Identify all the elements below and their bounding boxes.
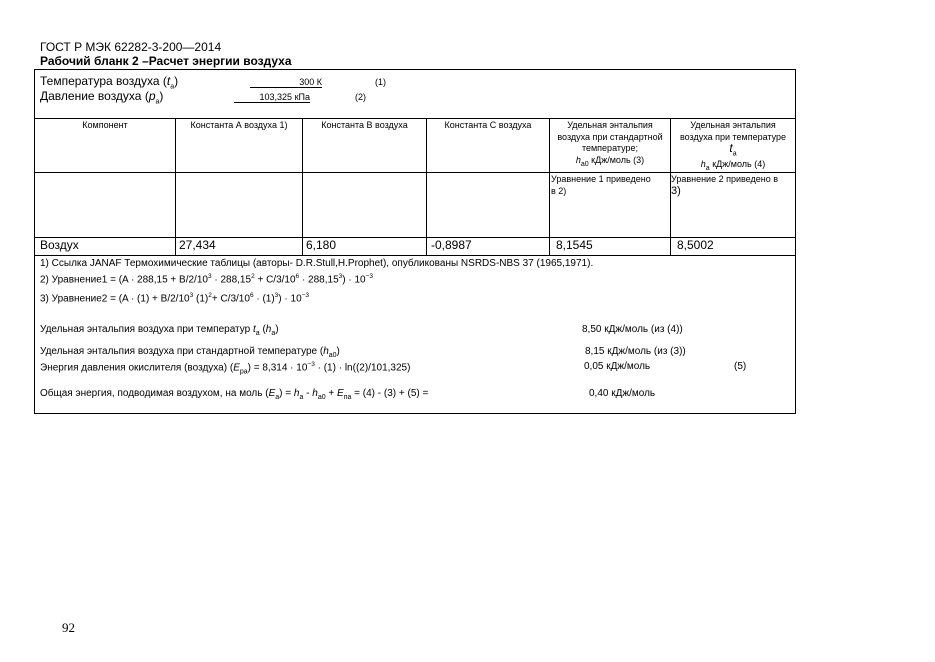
result-energy-ref: (5) [734,361,747,372]
header-component: Компонент [82,120,128,130]
pressure-ref: (2) [355,92,366,102]
col-divider [426,118,427,255]
result-total-value: 0,40 кДж/моль [589,388,656,399]
result-energy-value: 0,05 кДж/моль [584,361,651,372]
header-const-b: Константа В воздуха [321,120,408,130]
footnote-3: 3) Уравнение2 = ($A \cdot (1) + B/2/10^3$ $(1)^2+ C/3/10^6 \cdot (1)^3) \cdot 10^{-3}$ [40,292,310,305]
temperature-value: 300 К [250,77,322,88]
footnote-1: 1) Ссылка JANAF Термохимические таблицы (авторы- D.R.Stull,H.Prophet), опубликованы NSRDS-NBS 37 (1965,1971). [40,258,594,269]
form-title: Рабочий бланк 2 –Расчет энергии воздуха [40,54,292,68]
cell-const-c: -0,8987 [431,238,472,252]
result-h0-label: Удельная энтальпия воздуха при стандартной температуре $(h_{a0})$ [40,346,340,359]
equation2-note: Уравнение 2 приведено в 3) [671,174,778,197]
divider [34,255,796,256]
header-const-a: Константа А воздуха 1) [190,120,288,130]
header-const-c: Константа C воздуха [444,120,532,130]
cell-const-a: 27,434 [179,238,216,252]
result-total-label: Общая энергия, подводимая воздухом, на моль $(E_a) = h_a - h_{a0} + E_{па} = (4) - (3) + (5)$ = [40,388,429,401]
page-number: 92 [62,620,75,635]
cell-enthalpy-temp: 8,5002 [677,238,714,252]
result-energy-label: Энергия давления окислителя (воздуха) $(E_{pa}) = 8,314 \cdot 10^{-3} \cdot (1) \cdot \ln((2)/101,325)$ [40,361,411,376]
col-divider [175,118,176,255]
equation1-note: Уравнение 1 приведено в 2) [551,174,651,196]
cell-const-b: 6,180 [306,238,337,252]
temperature-label: Температура воздуха $(t_a)$ [40,74,179,91]
result-ha-value: 8,50 кДж/моль (из (4)) [582,324,683,335]
result-ha-label: Удельная энтальпия воздуха при температур $t_a$ $(h_a)$ [40,324,279,337]
pressure-label: Давление воздуха $(p_a)$ [40,89,164,106]
cell-component: Воздух [40,238,79,252]
cell-enthalpy-standard: 8,1545 [556,238,593,252]
header-enthalpy-standard: Удельная энтальпия воздуха при стандартной температуре; $h_{a0}$ кДж/моль (3) [557,120,663,168]
header-enthalpy-temp: Удельная энтальпия воздуха при температуре $t_a$ $h_a$ кДж/моль (4) [679,120,787,173]
col-divider [302,118,303,255]
footnote-2: 2) Уравнение1 = $(A \cdot 288,15 + B/2/10^3 \cdot 288,15^2 + C/3/10^6 \cdot 288,15^3) \cdot 10^{-3}$ [40,273,374,286]
divider [34,118,796,119]
standard-number: ГОСТ Р МЭК 62282-3-200—2014 [40,40,222,54]
result-h0-value: 8,15 кДж/моль (из (3)) [585,346,686,357]
temperature-ref: (1) [375,77,386,87]
pressure-value: 103,325 кПа [234,92,310,103]
